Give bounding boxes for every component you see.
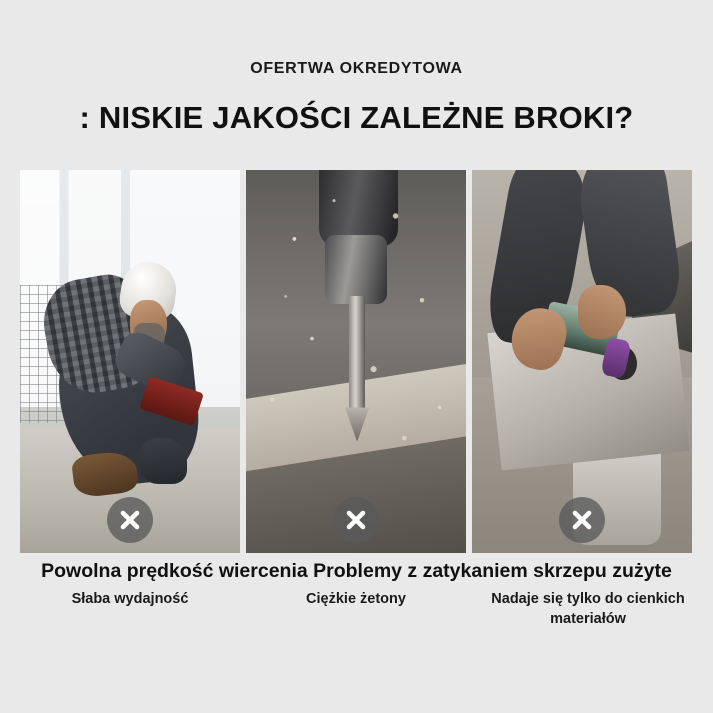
x-mark-icon (559, 497, 605, 543)
image-panel-group (20, 170, 693, 553)
page-title: : NISKIE JAKOŚCI ZALEŻNE BROKI? (79, 100, 634, 135)
panel-1-caption: Słaba wydajność (71, 591, 189, 607)
right-hand (578, 285, 626, 339)
flying-debris (246, 170, 466, 553)
panel-hands-cutting-sheet (472, 170, 692, 553)
panel-worker-kneeling-with-drill (20, 170, 240, 553)
x-mark-icon (333, 497, 379, 543)
x-mark-icon (107, 497, 153, 543)
combined-caption: Powolna prędkość wiercenia Problemy z zatykaniem skrzepu zużyte (41, 560, 672, 582)
caption-row (20, 590, 693, 629)
panel-drill-bit-with-dust (246, 170, 466, 553)
worker-knee (139, 438, 187, 484)
panel-3-caption: Nadaje się tylko do cienkich materiałów (491, 591, 685, 627)
panel-2-caption: Ciężkie żetony (306, 591, 406, 607)
eyebrow-text: OFERTWA OKREDYTOWA (250, 60, 463, 77)
